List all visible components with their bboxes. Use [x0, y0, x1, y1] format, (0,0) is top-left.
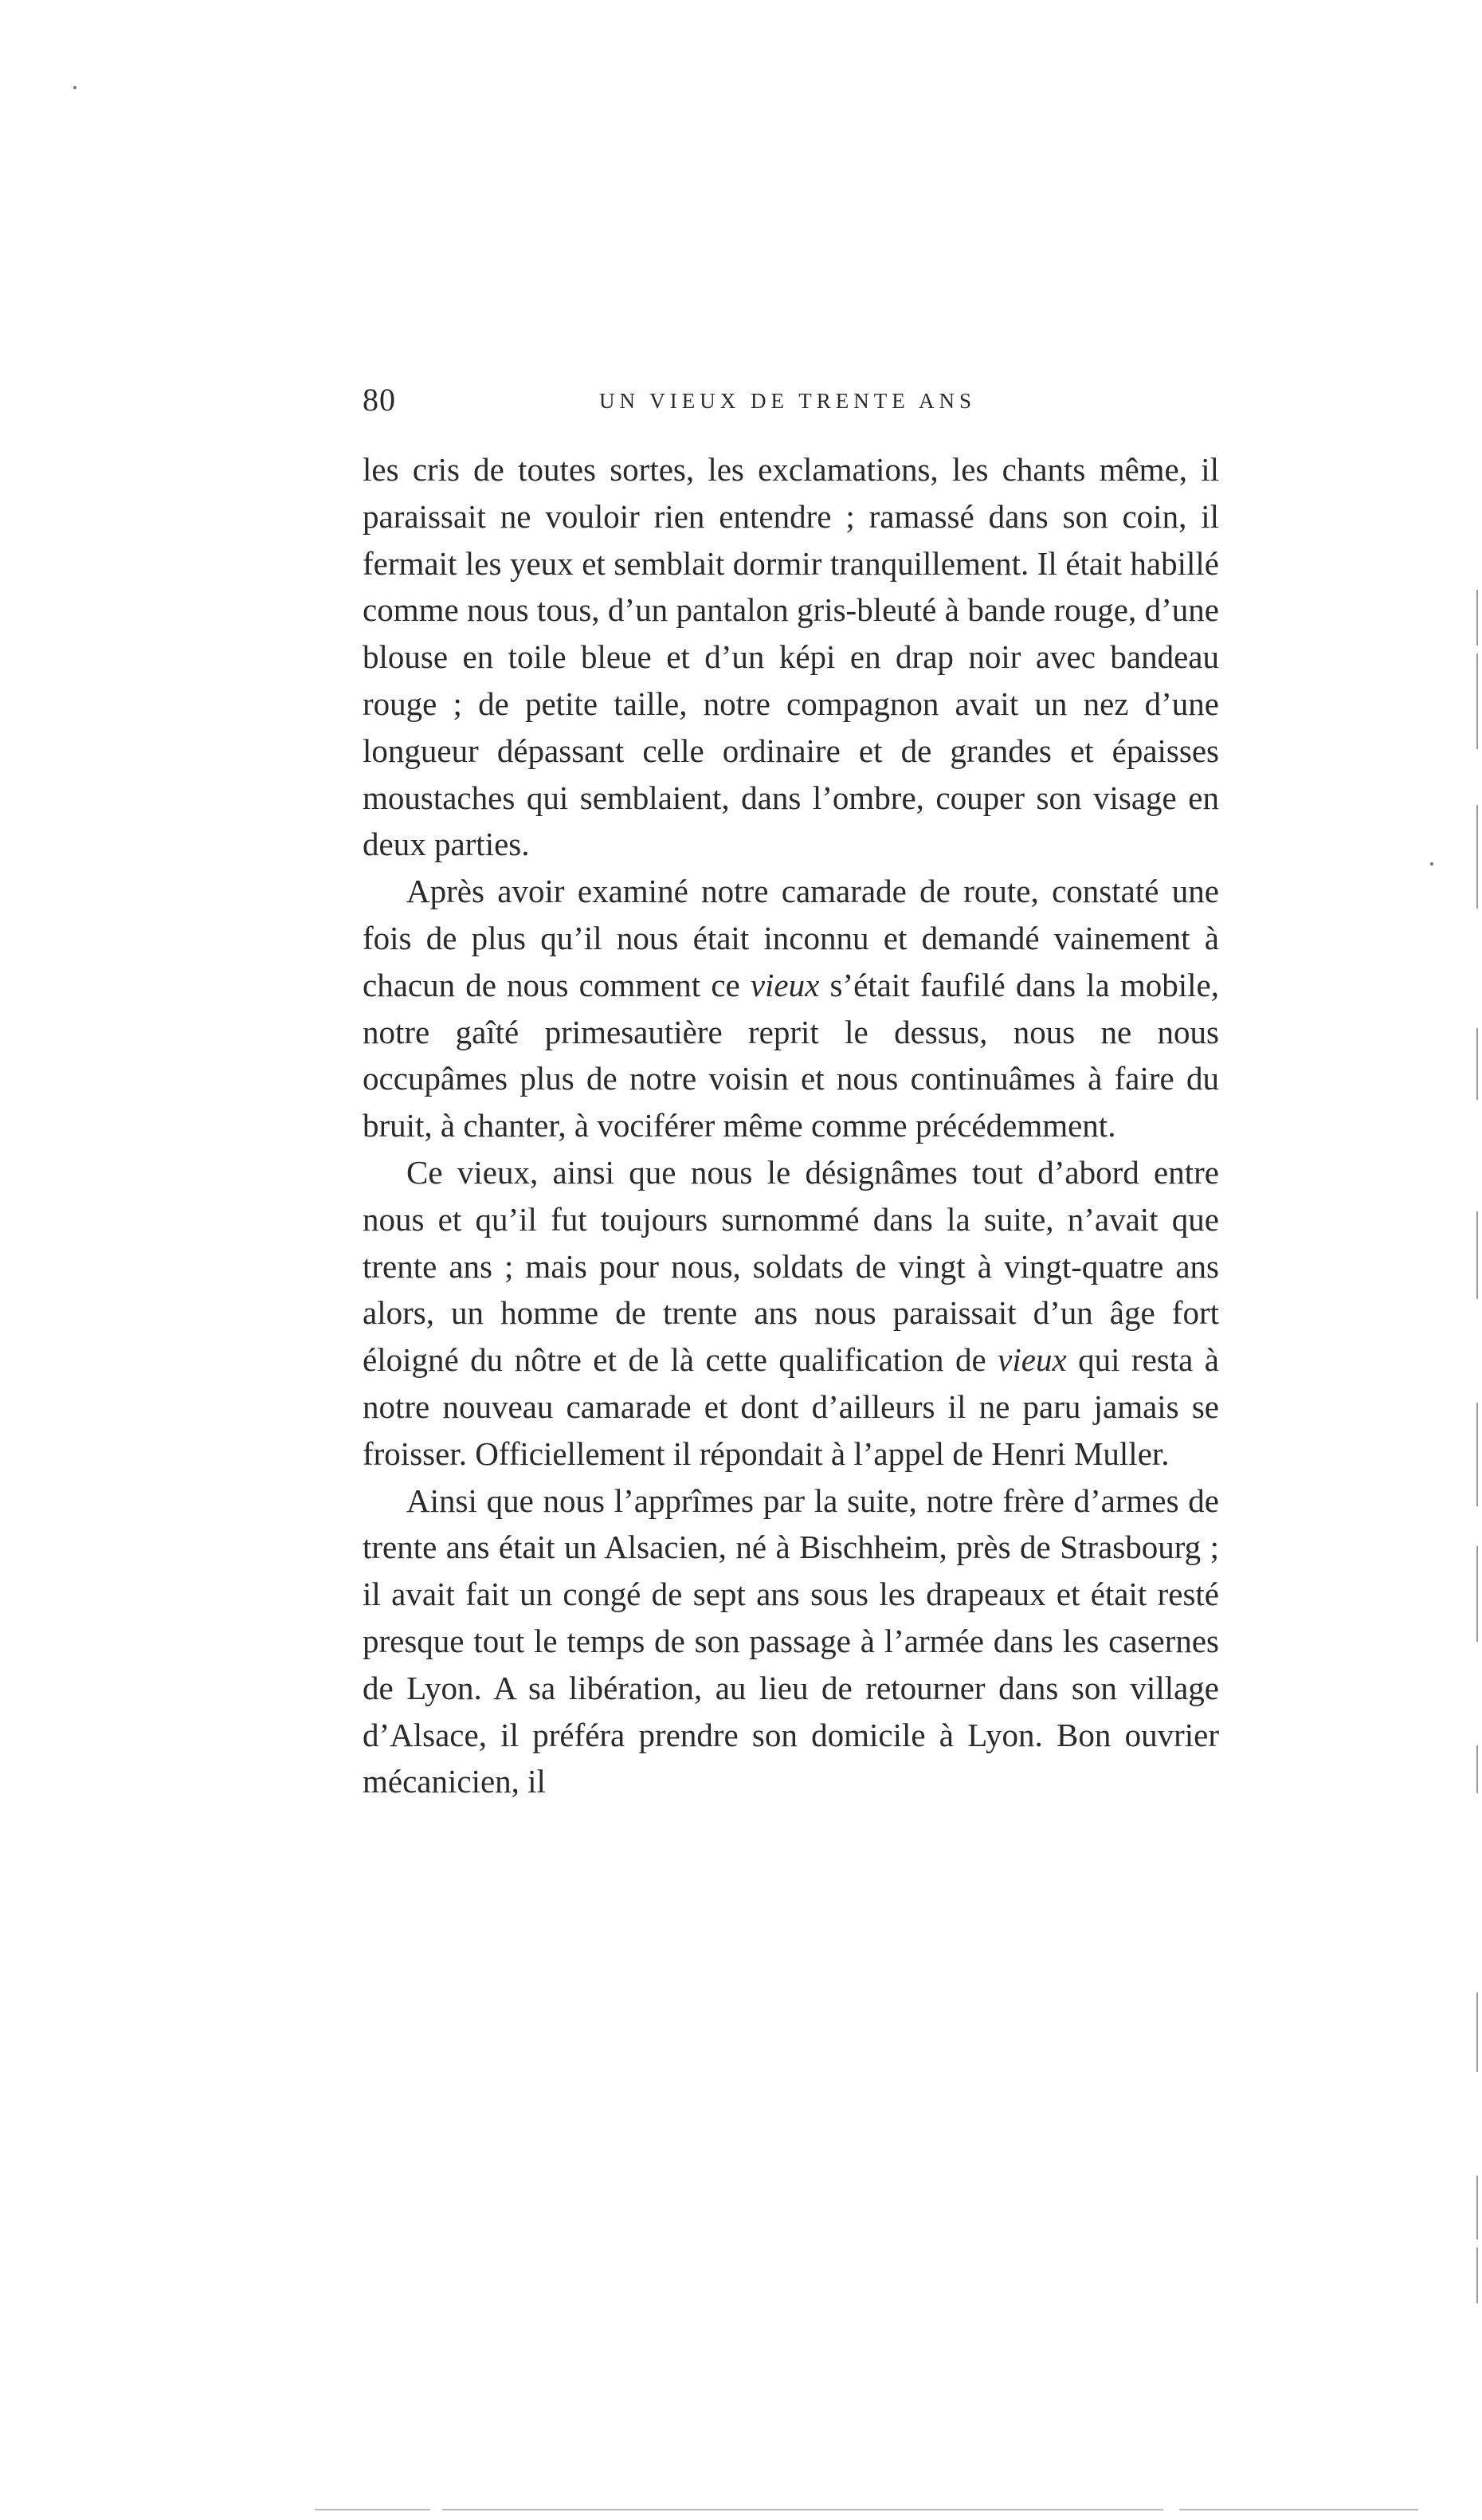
body-text	[363, 446, 1219, 1805]
scan-edge-mark	[1476, 805, 1478, 909]
scan-edge-mark	[1476, 1546, 1478, 1642]
scan-edge-mark	[1476, 2176, 1478, 2239]
italic-word: vieux	[998, 1341, 1067, 1379]
scan-edge-mark	[1476, 1992, 1478, 2072]
paragraph-2: Après avoir examiné notre camarade de route, constaté une fois de plus qu’il nous était inconnu et demandé vainement à chacun de nous comment ce vieux s’était faufilé dans la mobile, notre gaîté primesautière reprit le dessus, nous ne nous occupâmes plus de notre voisin et nous continuâmes à faire du bruit, à chanter, à vociférer même comme précédemment.	[363, 873, 1219, 1144]
page-header	[363, 381, 1219, 429]
scan-bottom-rule	[1179, 2509, 1418, 2510]
paragraph-4: Ainsi que nous l’apprîmes par la suite, notre frère d’armes de trente ans était un Alsacien, né à Bischheim, près de Strasbourg ; il avait fait un congé de sept ans sous les drapeaux et était resté presque tout le temps de son passage à l’armée dans les casernes de Lyon. A sa libération, au lieu de retourner dans son village d’Alsace, il préféra prendre son domicile à Lyon. Bon ouvrier mécanicien, il	[363, 1482, 1219, 1800]
page-number: 80	[363, 382, 396, 418]
scan-edge-mark	[1476, 1028, 1478, 1100]
scan-edge-mark	[1476, 590, 1478, 646]
paragraph-1: les cris de toutes sortes, les exclamations, les chants même, il paraissait ne vouloir rien entendre ; ramassé dans son coin, il fermait les yeux et semblait dormir tranquillement. Il était habillé comme nous tous, d’un pantalon gris-bleuté à bande rouge, d’une blouse en toile bleue et d’un képi en drap noir avec bandeau rouge ; de petite taille, notre compagnon avait un nez d’une longueur dépassant celle ordinaire et de grandes et épaisses moustaches qui semblaient, dans l’ombre, couper son visage en deux parties.	[363, 451, 1219, 863]
scan-edge-mark	[1476, 2247, 1478, 2303]
scan-edge-mark	[1476, 1211, 1478, 1299]
scan-speck	[1430, 862, 1433, 866]
scan-speck	[73, 86, 76, 89]
scan-bottom-rule	[442, 2509, 1163, 2510]
italic-word: vieux	[750, 966, 820, 1003]
scan-edge-mark	[1476, 1745, 1478, 1793]
paragraph-3: Ce vieux, ainsi que nous le désignâmes tout d’abord entre nous et qu’il fut toujours surnommé dans la suite, n’avait que trente ans ; mais pour nous, soldats de vingt à vingt-quatre ans alors, un homme de trente ans nous paraissait d’un âge fort éloigné du nôtre et de là cette qualification de vieux qui resta à notre nouveau camarade et dont d’ailleurs il ne paru jamais se froisser. Officiellement il répondait à l’appel de Henri Muller.	[363, 1153, 1220, 1472]
scan-edge-mark	[1476, 654, 1478, 749]
running-title: UN VIEUX DE TRENTE ANS	[599, 389, 976, 413]
scan-bottom-rule	[315, 2509, 430, 2510]
scan-edge-mark	[1476, 1403, 1478, 1506]
